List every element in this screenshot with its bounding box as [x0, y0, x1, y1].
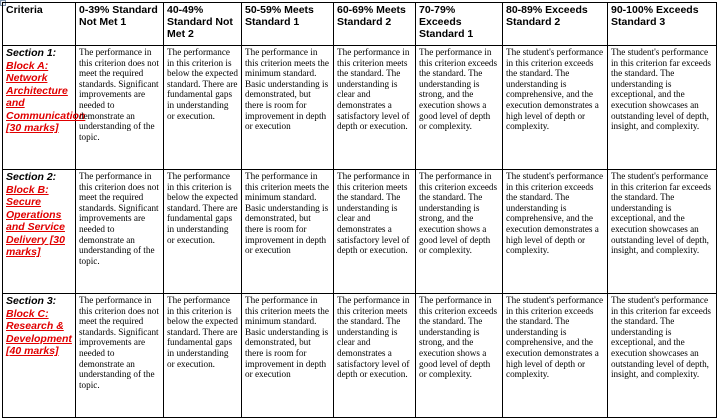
- rubric-cell: The performance in this criterion meets the standard. The understanding is clear and demonstrates a satisfactory level of depth or execution.: [334, 46, 416, 170]
- block-link[interactable]: Block A: Network Architecture and Communication [30 marks]: [6, 59, 86, 134]
- rubric-cell: The performance in this criterion does not meet the required standards. Significant improvements are needed to demonstrate an understanding of the topic.: [76, 46, 164, 170]
- header-band-2: 40-49% Standard Not Met 2: [164, 3, 242, 46]
- rubric-cell: The student's performance in this criterion far exceeds the standard. The understanding is exceptional, and the execution showcases an outstanding level of depth, insight, and complexity.: [608, 170, 717, 294]
- rubric-table: [2, 2, 717, 418]
- rubric-cell: The performance in this criterion exceeds the standard. The understanding is strong, and the execution shows a good level of depth or complexity.: [416, 294, 503, 418]
- header-band-5: 70-79% Exceeds Standard 1: [416, 3, 503, 46]
- criteria-cell: [3, 46, 86, 170]
- section-label: Section 1:: [6, 47, 57, 59]
- rubric-cell: The performance in this criterion meets the minimum standard. Basic understanding is demonstrated, but there is room for improvement in depth or execution: [242, 294, 334, 418]
- block-link[interactable]: Block B: Secure Operations and Service Delivery [30 marks]: [6, 183, 65, 258]
- rubric-cell: The performance in this criterion meets the standard. The understanding is clear and demonstrates a satisfactory level of depth or execution.: [334, 294, 416, 418]
- header-band-7: 90-100% Exceeds Standard 3: [608, 3, 717, 46]
- header-band-6: 80-89% Exceeds Standard 2: [503, 3, 608, 46]
- rubric-cell: The performance in this criterion is below the expected standard. There are fundamental gaps in understanding or execution.: [164, 294, 242, 418]
- header-criteria: Criteria: [3, 3, 76, 46]
- table-row: [3, 46, 717, 170]
- rubric-cell: The performance in this criterion meets the minimum standard. Basic understanding is demonstrated, but there is room for improvement in depth or execution: [242, 170, 334, 294]
- rubric-cell: The performance in this criterion meets the standard. The understanding is clear and demonstrates a satisfactory level of depth or execution.: [334, 170, 416, 294]
- rubric-cell: The performance in this criterion does not meet the required standards. Significant improvements are needed to demonstrate an understanding of the topic.: [76, 170, 164, 294]
- rubric-cell: The performance in this criterion does not meet the required standards. Significant improvements are needed to demonstrate an understanding of the topic.: [76, 294, 164, 418]
- section-label: Section 3:: [6, 295, 57, 307]
- rubric-cell: The student's performance in this criterion far exceeds the standard. The understanding is exceptional, and the execution showcases an outstanding level of depth, insight, and complexity.: [608, 294, 717, 418]
- rubric-cell: The student's performance in this criterion exceeds the standard. The understanding is comprehensive, and the execution demonstrates a high level of depth or complexity.: [503, 170, 608, 294]
- header-band-4: 60-69% Meets Standard 2: [334, 3, 416, 46]
- criteria-cell: [3, 170, 76, 294]
- criteria-cell: [3, 294, 76, 418]
- rubric-cell: The performance in this criterion is below the expected standard. There are fundamental gaps in understanding or execution.: [164, 170, 242, 294]
- rubric-cell: The performance in this criterion meets the minimum standard. Basic understanding is demonstrated, but there is room for improvement in depth or execution: [242, 46, 334, 170]
- rubric-cell: The student's performance in this criterion exceeds the standard. The understanding is comprehensive, and the execution demonstrates a high level of depth or complexity.: [503, 46, 608, 170]
- block-link[interactable]: Block C: Research & Development [40 marks]: [6, 307, 72, 357]
- rubric-table-container: [2, 2, 716, 414]
- table-row: [3, 170, 717, 294]
- header-band-1: 0-39% Standard Not Met 1: [76, 3, 164, 46]
- header-row: [3, 3, 717, 46]
- header-band-3: 50-59% Meets Standard 1: [242, 3, 334, 46]
- rubric-cell: The performance in this criterion exceeds the standard. The understanding is strong, and the execution shows a good level of depth or complexity.: [416, 170, 503, 294]
- rubric-cell: The student's performance in this criterion exceeds the standard. The understanding is comprehensive, and the execution demonstrates a high level of depth or complexity.: [503, 294, 608, 418]
- rubric-cell: The student's performance in this criterion far exceeds the standard. The understanding is exceptional, and the execution showcases an outstanding level of depth, insight, and complexity.: [608, 46, 717, 170]
- section-label: Section 2:: [6, 171, 57, 183]
- rubric-cell: The performance in this criterion exceeds the standard. The understanding is strong, and the execution shows a good level of depth or complexity.: [416, 46, 503, 170]
- table-row: [3, 294, 717, 418]
- rubric-cell: The performance in this criterion is below the expected standard. There are fundamental gaps in understanding or execution.: [164, 46, 242, 170]
